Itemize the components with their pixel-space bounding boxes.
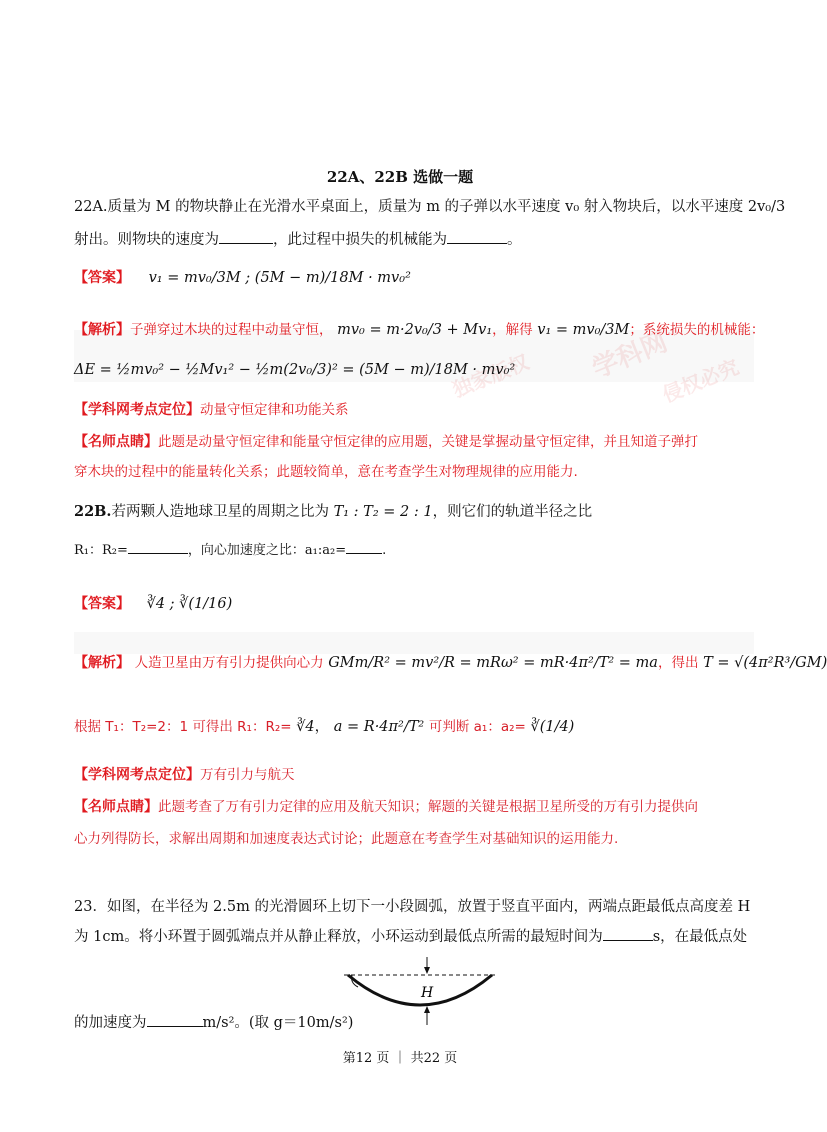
analysis-tag: 【解析】 xyxy=(74,322,130,338)
answer-tag: 【答案】 xyxy=(74,270,130,286)
answer-tag: 【答案】 xyxy=(74,596,130,612)
analysis-text: 根据 T₁：T₂=2：1 可得出 R₁：R₂= xyxy=(74,719,292,735)
kp-tag: 【学科网考点定位】 xyxy=(74,402,200,418)
answer-formula: ∛4 ; ∛(1/16) xyxy=(146,596,233,612)
q23-line1 xyxy=(74,897,750,917)
watermark-text: 侵权必究 xyxy=(658,354,743,408)
arrowhead-up xyxy=(424,1006,430,1013)
q22a-text: 质量为 M 的物块静止在光滑水平桌面上，质量为 m 的子弹以水平速度 v₀ 射入物块后，以水平速度 2v₀/3 xyxy=(107,199,786,215)
answer-blank xyxy=(447,243,507,244)
tip-text: 此题是动量守恒定律和能量守恒定律的应用题，关键是掌握动量守恒定律，并且知道子弹打 xyxy=(158,434,698,450)
analysis-text: 子弹穿过木块的过程中动量守恒， xyxy=(130,322,333,338)
q22a-number: 22A. xyxy=(74,199,108,215)
analysis-formula: ΔE = ½mv₀² − ½Mv₁² − ½m(2v₀/3)² = (5M − m)/18M · mv₀² xyxy=(74,362,516,378)
answer-blank xyxy=(128,553,188,554)
q22b-text: . xyxy=(382,543,387,558)
tip-text: 穿木块的过程中的能量转化关系；此题较简单，意在考查学生对物理规律的应用能力. xyxy=(74,464,578,480)
q22b-formula: T₁ : T₂ = 2 : 1 xyxy=(333,504,433,520)
q22a-line1 xyxy=(74,197,785,217)
q22a-knowledge-point xyxy=(74,400,349,420)
q23-line3 xyxy=(74,1013,353,1033)
section-title: 22A、22B 选做一题 xyxy=(326,168,474,186)
q23-text: s，在最低点处 xyxy=(652,929,748,945)
q22b-answer xyxy=(74,594,232,614)
page-footer: 第12 页 ｜ 共22 页 xyxy=(342,1051,458,1066)
q22b-tip-line2 xyxy=(74,829,618,849)
analysis-text: ；系统损失的机械能： xyxy=(629,322,765,338)
q22a-line2 xyxy=(74,230,522,250)
answer-blank xyxy=(219,243,273,244)
q23-text: 的加速度为 xyxy=(74,1015,147,1031)
answer-blank xyxy=(603,940,653,941)
analysis-text: 人造卫星由万有引力提供向心力 xyxy=(134,655,324,671)
kp-tag: 【学科网考点定位】 xyxy=(74,767,200,783)
figure-label-h: H xyxy=(421,985,434,1001)
analysis-formula: v₁ = mv₀/3M xyxy=(537,322,630,338)
q22b-knowledge-point xyxy=(74,765,295,785)
kp-text: 动量守恒定律和功能关系 xyxy=(200,402,349,418)
arc-figure xyxy=(340,955,500,1027)
arrowhead-down xyxy=(424,967,430,974)
q22b-line1 xyxy=(74,502,592,522)
tip-tag: 【名师点睛】 xyxy=(74,434,158,450)
analysis-formula: GMm/R² = mv²/R = mRω² = mR·4π²/T² = ma xyxy=(328,655,658,671)
analysis-formula: a = R·4π²/T² xyxy=(333,719,425,735)
q22b-text: ，则它们的轨道半径之比 xyxy=(432,504,593,520)
q22b-number: 22B. xyxy=(74,503,112,520)
arc-track xyxy=(348,975,492,1005)
q23-text: 为 1cm。将小环置于圆弧端点并从静止释放，小环运动到最低点所需的最短时间为 xyxy=(74,929,603,945)
q22a-analysis-line1 xyxy=(74,320,764,340)
watermark-text: 独家版权 xyxy=(448,349,533,403)
analysis-formula: T = √(4π²R³/GM) xyxy=(703,655,827,671)
q22b-line2 xyxy=(74,541,386,561)
q22b-text: R₁：R₂= xyxy=(74,543,128,558)
analysis-formula: ∛(1/4) xyxy=(530,719,575,735)
q23-line2 xyxy=(74,927,747,947)
q22b-text: ，向心加速度之比：a₁:a₂= xyxy=(187,543,347,558)
q23-text: m/s²。(取 g＝10m/s²) xyxy=(202,1015,354,1031)
analysis-text: 可判断 a₁：a₂= xyxy=(428,719,526,735)
watermark-band xyxy=(74,632,754,654)
q22b-analysis-line1 xyxy=(74,653,827,673)
q23-text: 23．如图，在半径为 2.5m 的光滑圆环上切下一小段圆弧，放置于竖直平面内，两端点距最低点高度差 H xyxy=(74,899,751,915)
analysis-formula: mv₀ = m·2v₀/3 + Mv₁ xyxy=(337,322,493,338)
q22a-tip-line2 xyxy=(74,462,578,482)
analysis-text: ，解得 xyxy=(492,322,533,338)
q22a-text: 射出。则物块的速度为 xyxy=(74,232,219,248)
answer-formula: v₁ = mv₀/3M ; (5M − m)/18M · mv₀² xyxy=(148,270,411,286)
kp-text: 万有引力与航天 xyxy=(200,767,295,783)
answer-blank xyxy=(346,553,382,554)
answer-blank xyxy=(147,1026,203,1027)
analysis-formula: ∛4 xyxy=(296,719,315,735)
watermark-text: 学科网 xyxy=(588,327,672,385)
q22a-answer xyxy=(74,268,411,288)
analysis-tag: 【解析】 xyxy=(74,655,130,671)
q22b-text: 若两颗人造地球卫星的周期之比为 xyxy=(111,504,329,520)
analysis-text: ，得出 xyxy=(657,655,699,671)
q22b-analysis-line2: 根据 T₁：T₂=2：1 可得出 R₁：R₂= ∛4， a = R·4π²/T² 可判断 a₁：a₂= ∛(1/4) xyxy=(74,719,575,735)
q22a-text: 。 xyxy=(507,232,522,248)
q22a-analysis-line2 xyxy=(74,360,515,380)
tip-text: 心力列得防长，求解出周期和加速度表达式讨论；此题意在考查学生对基础知识的运用能力. xyxy=(74,831,619,847)
q22b-tip-line1 xyxy=(74,797,698,817)
q22a-text: ，此过程中损失的机械能为 xyxy=(273,232,447,248)
q22a-tip-line1 xyxy=(74,432,698,452)
tip-tag: 【名师点睛】 xyxy=(74,799,158,815)
tip-text: 此题考查了万有引力定律的应用及航天知识；解题的关键是根据卫星所受的万有引力提供向 xyxy=(158,799,698,815)
